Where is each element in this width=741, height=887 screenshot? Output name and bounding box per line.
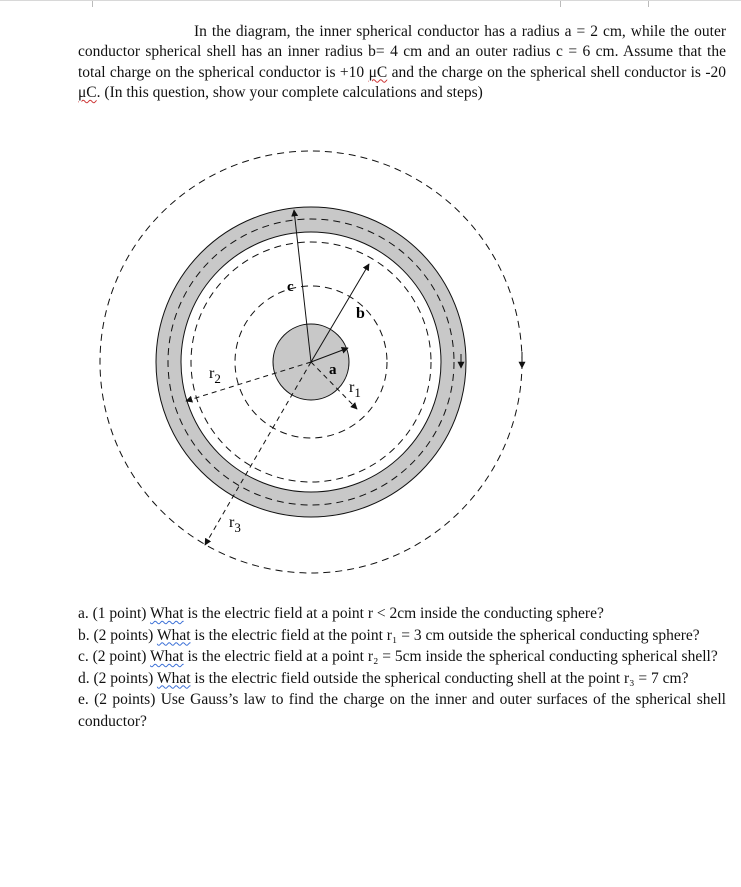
label-r1: $r_1$ bbox=[349, 379, 361, 400]
ruler-tick bbox=[92, 1, 93, 7]
label-b: b bbox=[356, 305, 365, 322]
label-r3: $r_3$ bbox=[229, 514, 241, 535]
unit-microcoulomb: μC bbox=[78, 84, 97, 101]
unit-microcoulomb: μC bbox=[368, 63, 388, 81]
label-c: c bbox=[287, 279, 294, 295]
question-e: e. (2 points) Use Gauss’s law to find the charge on the inner and outer surfaces of the spherical shell conductor? bbox=[78, 691, 726, 730]
ruler-tick bbox=[648, 1, 649, 7]
spherical-conductor-diagram bbox=[0, 130, 741, 590]
question-d: d. (2 points) What is the electric field outside the spherical conducting shell at the point r₃ = 7 cm? bbox=[78, 669, 689, 687]
page-top-rule bbox=[0, 0, 741, 1]
question-b: b. (2 points) What is the electric field at the point r₁ = 3 cm outside the spherical conducting sphere? bbox=[78, 626, 700, 644]
question-list bbox=[78, 603, 726, 732]
question-c: c. (2 point) What is the electric field at a point r₂ = 5cm inside the spherical conducting spherical shell? bbox=[78, 648, 718, 665]
problem-statement bbox=[78, 22, 726, 104]
intro-lead: In the diagram, the inner spherical conductor has a radius a = 2 cm, while the outer conductor spherical shell has an inner radius b= 4 cm and an outer radius c = 6 cm. Assume that the total charge on the spherical conductor is +10 bbox=[78, 22, 726, 81]
ruler-tick bbox=[560, 1, 561, 7]
intro-mid: and the charge on the spherical shell conductor is -20 bbox=[387, 63, 726, 81]
label-a: a bbox=[329, 362, 337, 378]
intro-tail: . (In this question, show your complete calculations and steps) bbox=[96, 84, 483, 101]
label-r2: $r_2$ bbox=[209, 365, 221, 386]
question-a: a. (1 point) What is the electric field at a point r < 2cm inside the conducting sphere? bbox=[78, 605, 604, 622]
radius-r3-arrow bbox=[205, 362, 311, 545]
